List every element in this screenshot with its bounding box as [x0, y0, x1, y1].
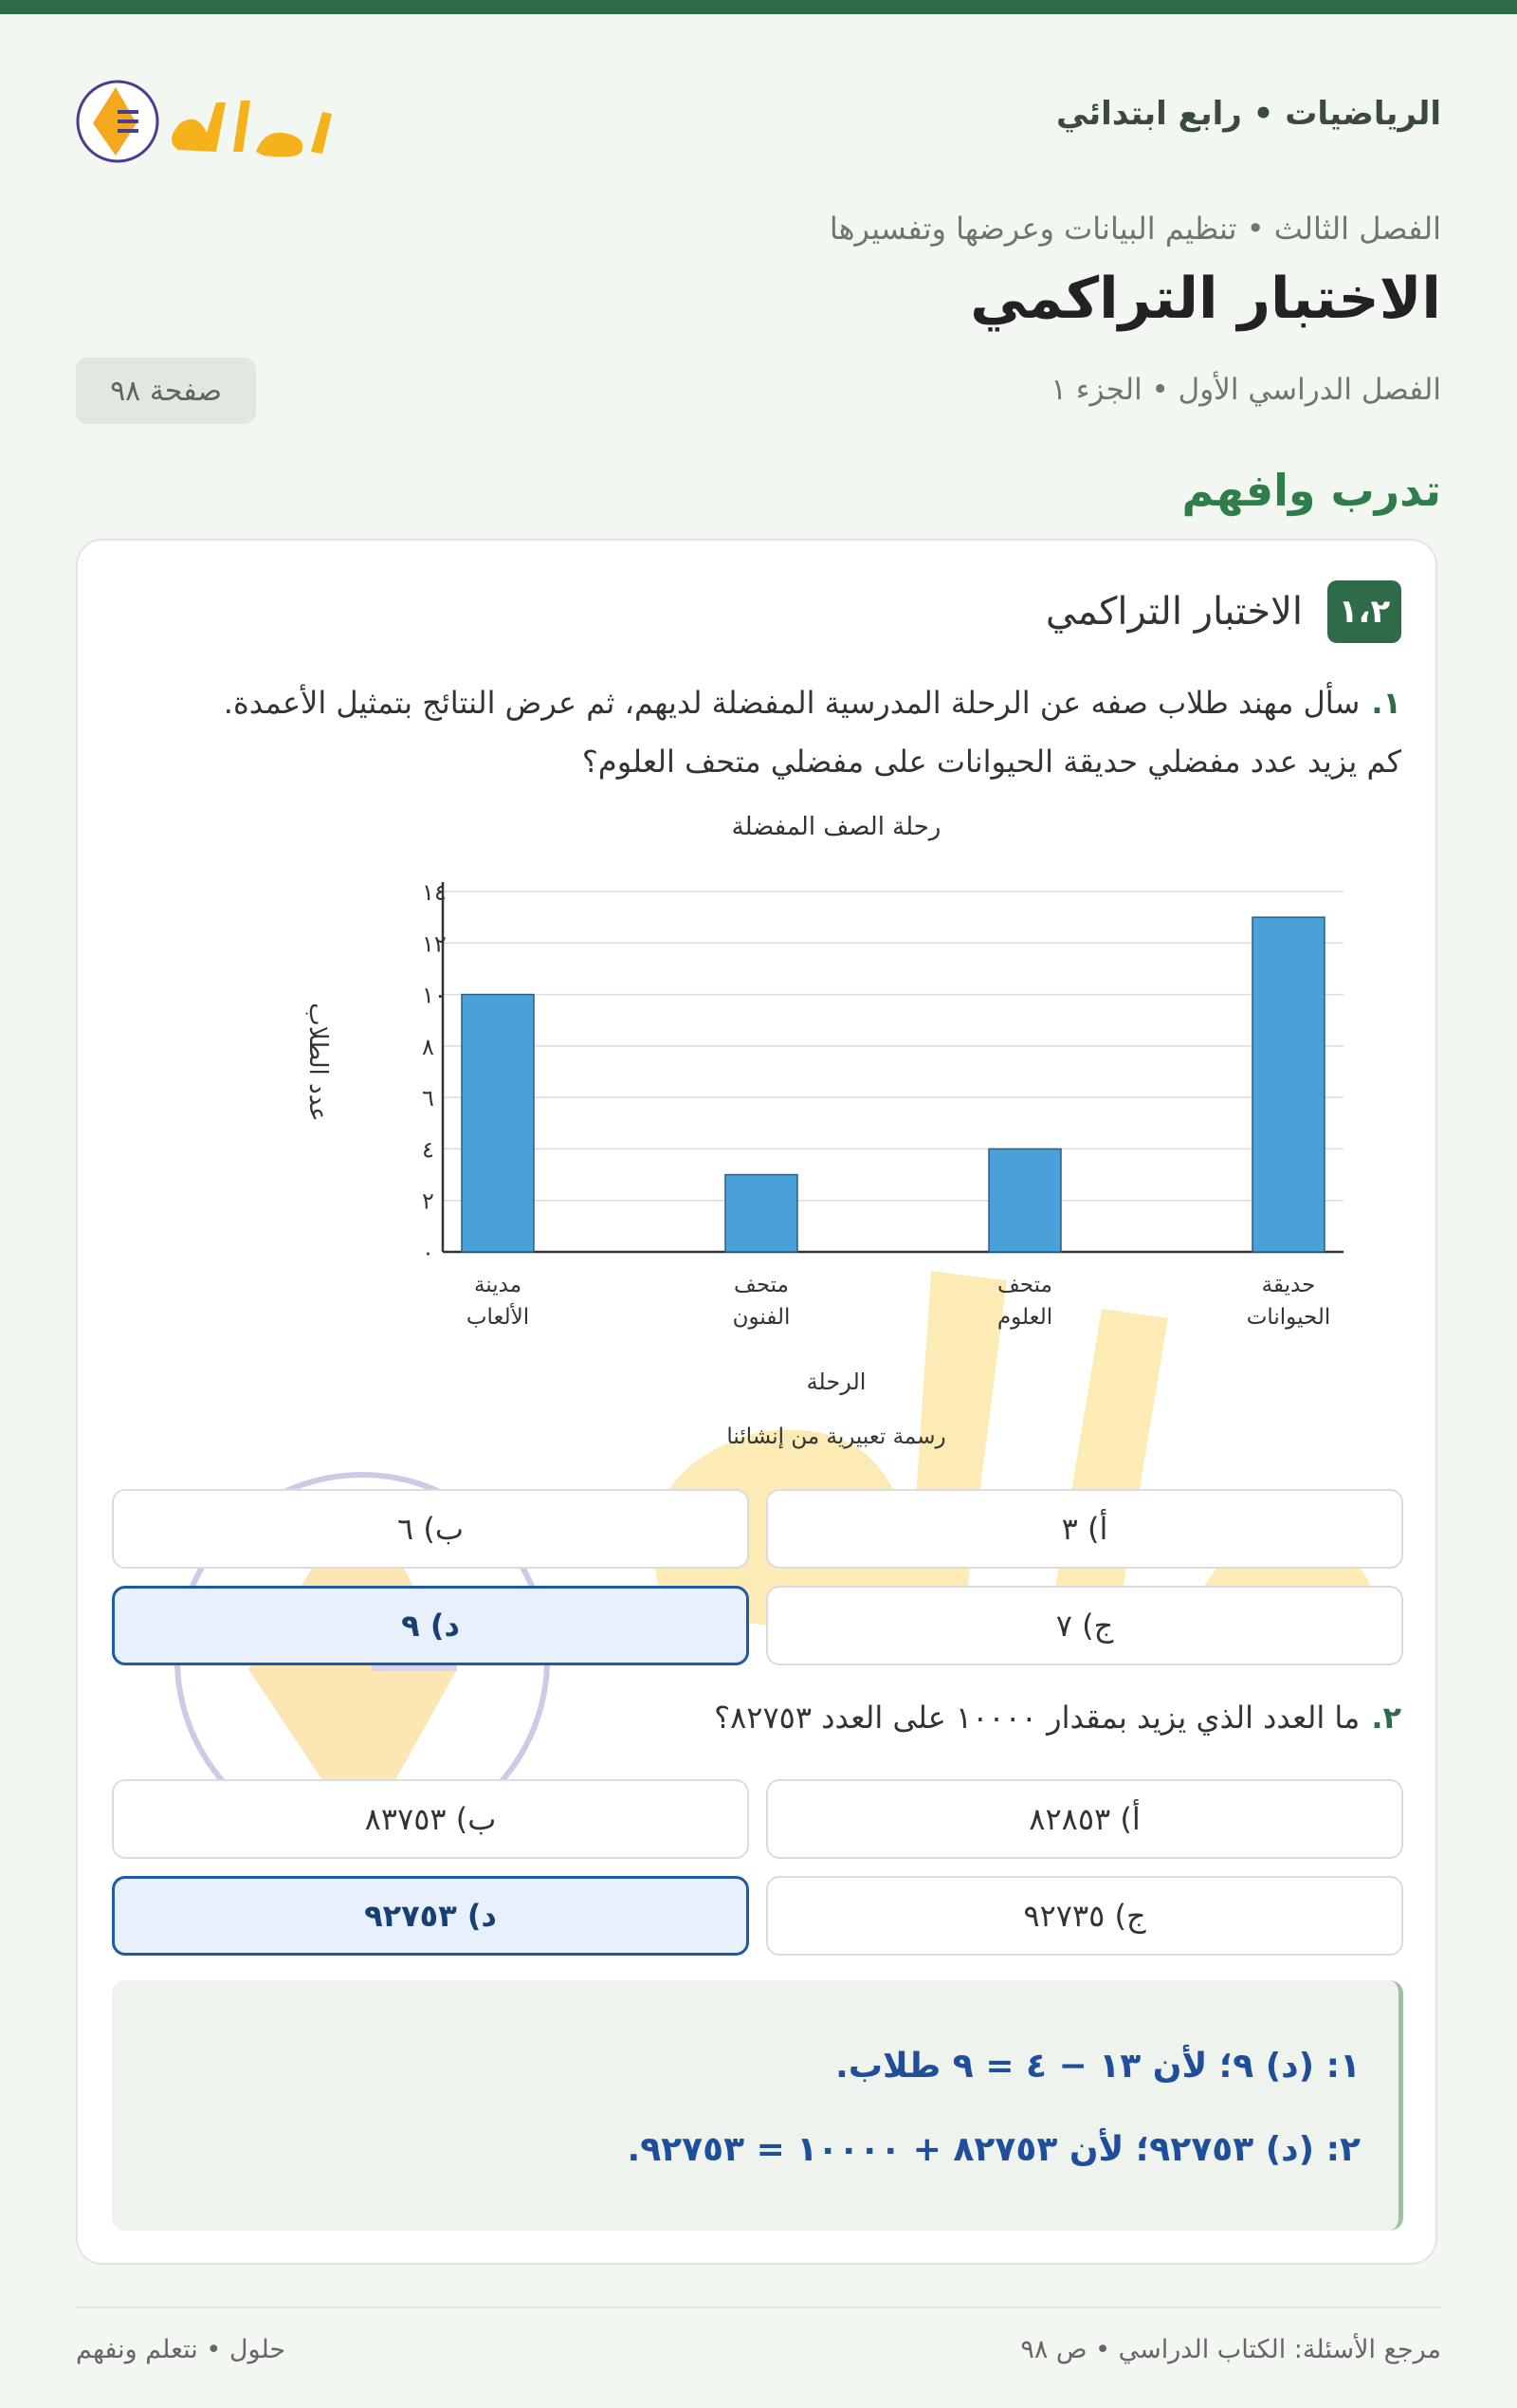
- page-title: الاختبار التراكمي: [970, 266, 1441, 332]
- x-axis-label: الرحلة: [806, 1369, 867, 1395]
- x-tick-label: الحيوانات: [1246, 1305, 1331, 1330]
- bar: [989, 1149, 1061, 1252]
- bar: [462, 995, 534, 1252]
- section-title: تدرب وافهم: [1181, 465, 1441, 516]
- question-1-line-1: سأل مهند طلاب صفه عن الرحلة المدرسية المفضلة لديهم، ثم عرض النتائج بتمثيل الأعمدة.: [223, 685, 1361, 721]
- bar: [1252, 917, 1325, 1252]
- footer-divider: [76, 2307, 1441, 2308]
- y-tick-label: ٢: [422, 1187, 434, 1215]
- question-heading: الاختبار التراكمي: [1045, 590, 1303, 634]
- lesson-number-badge: ١،٢: [1327, 580, 1401, 643]
- q2-option-b[interactable]: ب) ٨٣٧٥٣: [112, 1779, 749, 1859]
- question-2-text: [714, 1700, 1401, 1736]
- q1-option-a[interactable]: أ) ٣: [766, 1489, 1403, 1569]
- y-tick-label: ٤: [422, 1136, 434, 1164]
- q2-option-a[interactable]: أ) ٨٢٨٥٣: [766, 1779, 1403, 1859]
- top-accent-bar: [0, 0, 1517, 14]
- q2-option-c[interactable]: ج) ٩٢٧٣٥: [766, 1876, 1403, 1956]
- y-tick-label: ١٠: [422, 982, 447, 1009]
- chart-title: رحلة الصف المفضلة: [731, 813, 941, 841]
- question-1-text: [112, 673, 1401, 791]
- answer-2: ٢: (د) ٩٢٧٥٣؛ لأن ٨٢٧٥٣ + ١٠٠٠٠ = ٩٢٧٥٣.: [627, 2130, 1361, 2169]
- question-card: [76, 539, 1437, 2265]
- q1-option-b[interactable]: ب) ٦: [112, 1489, 749, 1569]
- question-2-options: [112, 1779, 1403, 1956]
- y-tick-label: ٨: [422, 1033, 434, 1060]
- x-tick-label: حديقة: [1261, 1273, 1316, 1297]
- q2-option-d[interactable]: د) ٩٢٧٥٣: [112, 1876, 749, 1956]
- answers-box: [112, 1980, 1403, 2231]
- x-tick-label: متحف: [734, 1273, 789, 1297]
- question-1-options: [112, 1489, 1403, 1665]
- x-tick-label: متحف: [997, 1273, 1052, 1297]
- subject-label: الرياضيات • رابع ابتدائي: [1056, 95, 1441, 133]
- x-tick-label: مدينة: [473, 1273, 522, 1297]
- y-tick-label: ١٢: [422, 930, 447, 958]
- bar: [725, 1175, 797, 1252]
- chart-caption: رسمة تعبيرية من إنشائنا: [726, 1425, 946, 1449]
- question-header: [1046, 580, 1401, 643]
- answer-1: ١: (د) ٩؛ لأن ١٣ − ٤ = ٩ طلاب.: [835, 2047, 1361, 2086]
- footer-tagline: حلول • نتعلم ونفهم: [76, 2335, 286, 2364]
- semester-label: الفصل الدراسي الأول • الجزء ١: [1051, 373, 1441, 407]
- y-axis-label: عدد الطلاب: [303, 1002, 332, 1122]
- hulul-logo: [74, 64, 349, 169]
- x-tick-label: الألعاب: [466, 1305, 530, 1330]
- chapter-subtitle: الفصل الثالث • تنظيم البيانات وعرضها وتفسيرها: [829, 211, 1441, 247]
- q1-option-c[interactable]: ج) ٧: [766, 1586, 1403, 1665]
- question-2-index: ٢.: [1371, 1700, 1401, 1736]
- page-number-badge: صفحة ٩٨: [76, 358, 256, 424]
- y-tick-label: ٠: [422, 1240, 434, 1266]
- footer-reference: مرجع الأسئلة: الكتاب الدراسي • ص ٩٨: [1020, 2335, 1441, 2364]
- question-1-line-2: كم يزيد عدد مفضلي حديقة الحيوانات على مفضلي متحف العلوم؟: [581, 744, 1401, 780]
- bar-chart: [173, 806, 1358, 1527]
- question-1-index: ١.: [1371, 685, 1401, 721]
- question-2-body: ما العدد الذي يزيد بمقدار ١٠٠٠٠ على العدد ٨٢٧٥٣؟: [714, 1700, 1361, 1736]
- y-tick-label: ١٤: [422, 879, 447, 906]
- q1-option-d[interactable]: د) ٩: [112, 1586, 749, 1665]
- x-tick-label: العلوم: [996, 1305, 1053, 1330]
- y-tick-label: ٦: [422, 1085, 434, 1112]
- x-tick-label: الفنون: [732, 1305, 791, 1330]
